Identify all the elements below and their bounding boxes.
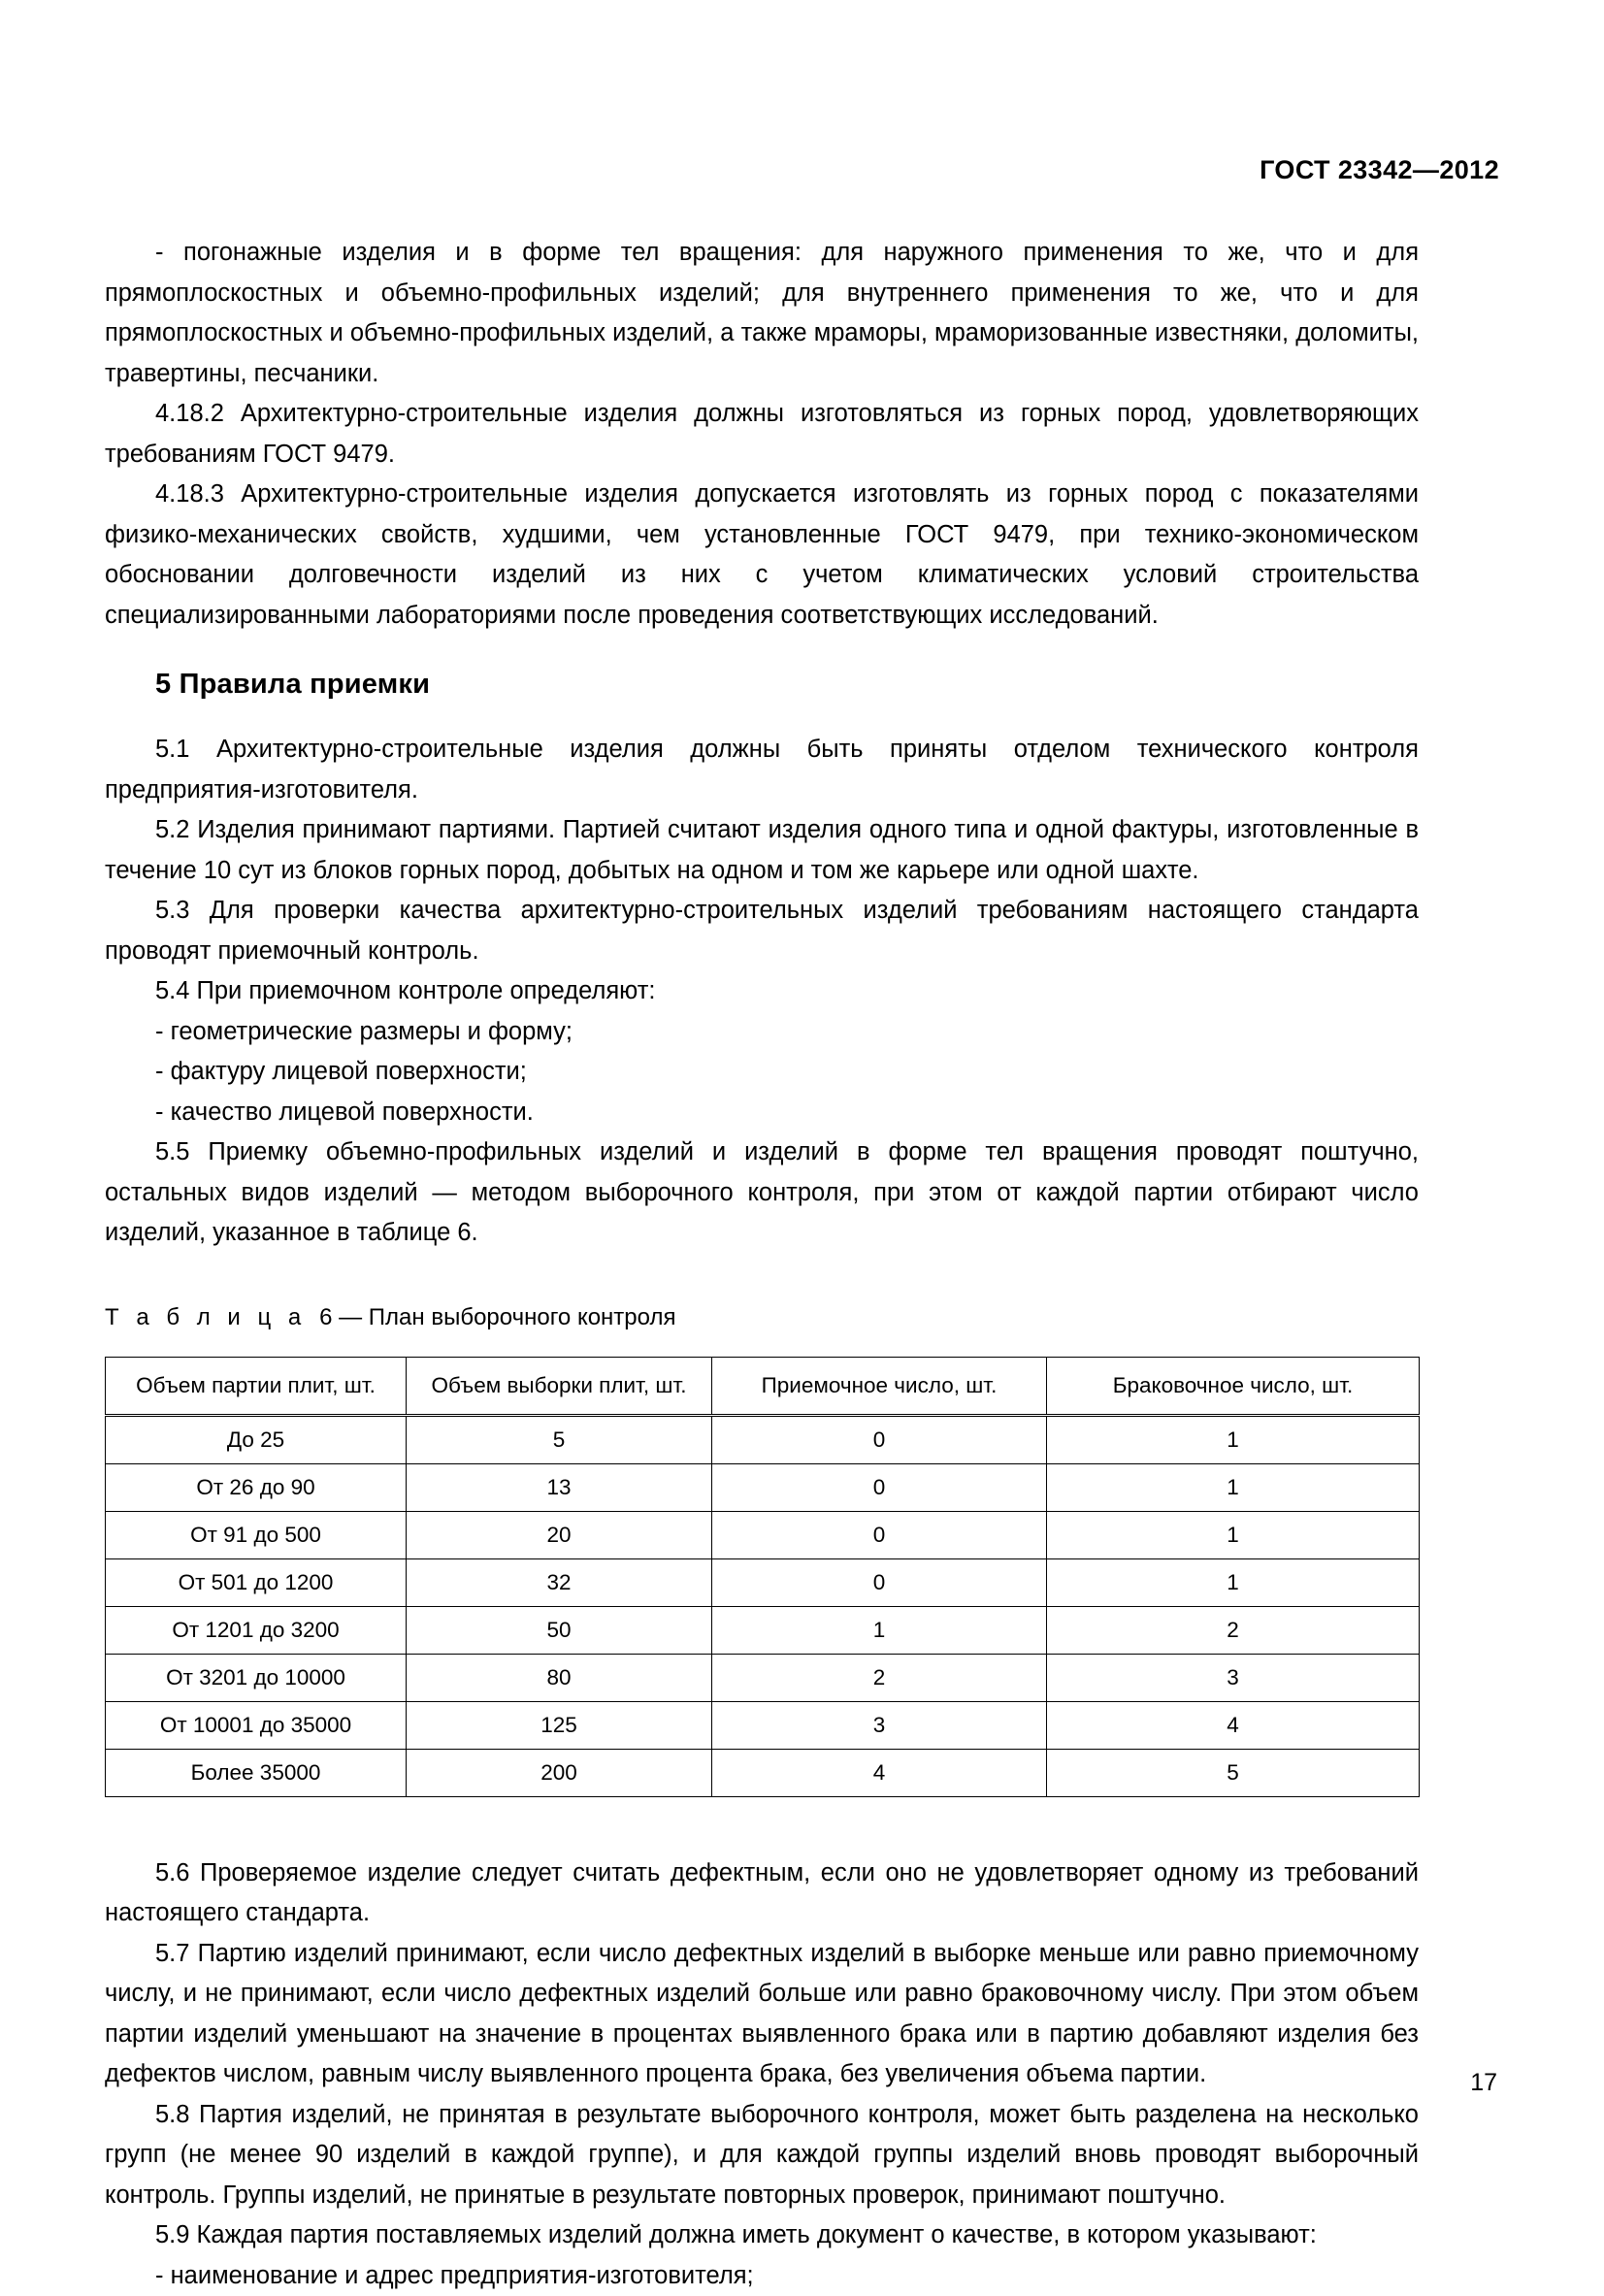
cell-acceptance-number: 1 xyxy=(712,1606,1047,1654)
clause-5-1: 5.1 Архитектурно-строительные изделия должны быть приняты отделом технического контроля предприятия-изготовителя. xyxy=(105,730,1419,810)
clause-5-4: 5.4 При приемочном контроле определяют: xyxy=(105,971,1419,1012)
table-column-header-acceptance-number: Приемочное число, шт. xyxy=(712,1357,1047,1415)
cell-acceptance-number: 0 xyxy=(712,1463,1047,1511)
cell-sample-size: 50 xyxy=(407,1606,712,1654)
cell-lot-size: От 1201 до 3200 xyxy=(106,1606,407,1654)
table-caption-text: — План выборочного контроля xyxy=(332,1304,675,1330)
cell-rejection-number: 1 xyxy=(1047,1558,1420,1606)
table-row xyxy=(106,1415,1420,1463)
cell-acceptance-number: 4 xyxy=(712,1749,1047,1796)
section-heading-5: 5 Правила приемки xyxy=(105,669,1419,701)
cell-lot-size: До 25 xyxy=(106,1415,407,1463)
cell-lot-size: Более 35000 xyxy=(106,1749,407,1796)
cell-lot-size: От 91 до 500 xyxy=(106,1511,407,1558)
cell-lot-size: От 26 до 90 xyxy=(106,1463,407,1511)
clause-5-4-item-2: - фактуру лицевой поверхности; xyxy=(105,1052,1419,1093)
cell-acceptance-number: 0 xyxy=(712,1511,1047,1558)
cell-rejection-number: 1 xyxy=(1047,1415,1420,1463)
table-row xyxy=(106,1558,1420,1606)
table-caption xyxy=(105,1300,1419,1335)
cell-sample-size: 200 xyxy=(407,1749,712,1796)
cell-rejection-number: 1 xyxy=(1047,1511,1420,1558)
clause-5-9-item-1: - наименование и адрес предприятия-изготовителя; xyxy=(105,2256,1419,2296)
table-column-header-sample-size: Объем выборки плит, шт. xyxy=(407,1357,712,1415)
cell-rejection-number: 1 xyxy=(1047,1463,1420,1511)
table-row xyxy=(106,1463,1420,1511)
cell-sample-size: 5 xyxy=(407,1415,712,1463)
sampling-plan-table xyxy=(105,1357,1420,1797)
table-header-row xyxy=(106,1357,1420,1415)
page-header-standard-ref: ГОСТ 23342—2012 xyxy=(1260,155,1499,185)
cell-rejection-number: 5 xyxy=(1047,1749,1420,1796)
clause-5-2: 5.2 Изделия принимают партиями. Партией считают изделия одного типа и одной фактуры, изготовленные в течение 10 сут из блоков горных пород, добытых на одном и том же карьере или одной шахте. xyxy=(105,810,1419,891)
page-number: 17 xyxy=(1470,2069,1497,2097)
clause-5-9: 5.9 Каждая партия поставляемых изделий должна иметь документ о качестве, в котором указывают: xyxy=(105,2215,1419,2256)
table-row xyxy=(106,1606,1420,1654)
cell-rejection-number: 3 xyxy=(1047,1654,1420,1701)
cell-lot-size: От 10001 до 35000 xyxy=(106,1701,407,1749)
table-row xyxy=(106,1511,1420,1558)
cell-sample-size: 125 xyxy=(407,1701,712,1749)
cell-rejection-number: 2 xyxy=(1047,1606,1420,1654)
clause-5-8: 5.8 Партия изделий, не принятая в результате выборочного контроля, может быть разделена на несколько групп (не менее 90 изделий в каждой группе), и для каждой группы изделий вновь проводят выборочный контроль. Группы изделий, не принятые в результате повторных проверок, принимают поштучно. xyxy=(105,2095,1419,2216)
clause-5-6: 5.6 Проверяемое изделие следует считать дефектным, если оно не удовлетворяет одному из требований настоящего стандарта. xyxy=(105,1853,1419,1934)
clause-5-4-item-1: - геометрические размеры и форму; xyxy=(105,1012,1419,1053)
table-caption-number: 6 xyxy=(319,1304,332,1330)
cell-acceptance-number: 0 xyxy=(712,1415,1047,1463)
table-caption-label: Т а б л и ц а xyxy=(105,1304,307,1330)
cell-acceptance-number: 3 xyxy=(712,1701,1047,1749)
cell-acceptance-number: 0 xyxy=(712,1558,1047,1606)
table-caption-spacer xyxy=(307,1304,319,1330)
clause-5-3: 5.3 Для проверки качества архитектурно-строительных изделий требованиям настоящего стандарта проводят приемочный контроль. xyxy=(105,891,1419,971)
clause-5-7: 5.7 Партию изделий принимают, если число дефектных изделий в выборке меньше или равно приемочному числу, и не принимают, если число дефектных изделий больше или равно браковочному числу. При этом объем партии изделий уменьшают на значение в процентах выявленного брака или в партию добавляют изделия без дефектов числом, равным числу выявленного процента брака, без увеличения объема партии. xyxy=(105,1934,1419,2095)
spacer-before-table-caption xyxy=(105,1254,1419,1300)
cell-lot-size: От 501 до 1200 xyxy=(106,1558,407,1606)
paragraph-4-18-2: 4.18.2 Архитектурно-строительные изделия должны изготовляться из горных пород, удовлетворяющих требованиям ГОСТ 9479. xyxy=(105,394,1419,475)
spacer-after-heading xyxy=(105,701,1419,730)
table-column-header-rejection-number: Браковочное число, шт. xyxy=(1047,1357,1420,1415)
spacer-before-heading xyxy=(105,636,1419,669)
cell-sample-size: 13 xyxy=(407,1463,712,1511)
clause-5-4-item-3: - качество лицевой поверхности. xyxy=(105,1093,1419,1133)
cell-sample-size: 20 xyxy=(407,1511,712,1558)
cell-sample-size: 32 xyxy=(407,1558,712,1606)
cell-sample-size: 80 xyxy=(407,1654,712,1701)
clause-5-5: 5.5 Приемку объемно-профильных изделий и изделий в форме тел вращения проводят поштучно, остальных видов изделий — методом выборочного контроля, при этом от каждой партии отбирают число изделий, указанное в таблице 6. xyxy=(105,1132,1419,1254)
spacer-before-table xyxy=(105,1335,1419,1357)
paragraph-dash-intro: - погонажные изделия и в форме тел вращения: для наружного применения то же, что и для прямоплоскостных и объемно-профильных изделий; для внутреннего применения то же, что и для прямоплоскостных и объемно-профильных изделий, а также мраморы, мраморизованные известняки, доломиты, травертины, песчаники. xyxy=(105,233,1419,394)
cell-rejection-number: 4 xyxy=(1047,1701,1420,1749)
cell-lot-size: От 3201 до 10000 xyxy=(106,1654,407,1701)
page-content xyxy=(105,233,1419,2296)
table-row xyxy=(106,1701,1420,1749)
table-column-header-lot-size: Объем партии плит, шт. xyxy=(106,1357,407,1415)
cell-acceptance-number: 2 xyxy=(712,1654,1047,1701)
table-row xyxy=(106,1654,1420,1701)
spacer-after-table xyxy=(105,1797,1419,1853)
paragraph-4-18-3: 4.18.3 Архитектурно-строительные изделия допускается изготовлять из горных пород с показателями физико-механических свойств, худшими, чем установленные ГОСТ 9479, при технико-экономическом обосновании долговечности изделий из них с учетом климатических условий строительства специализированными лабораториями после проведения соответствующих исследований. xyxy=(105,475,1419,636)
table-row xyxy=(106,1749,1420,1796)
